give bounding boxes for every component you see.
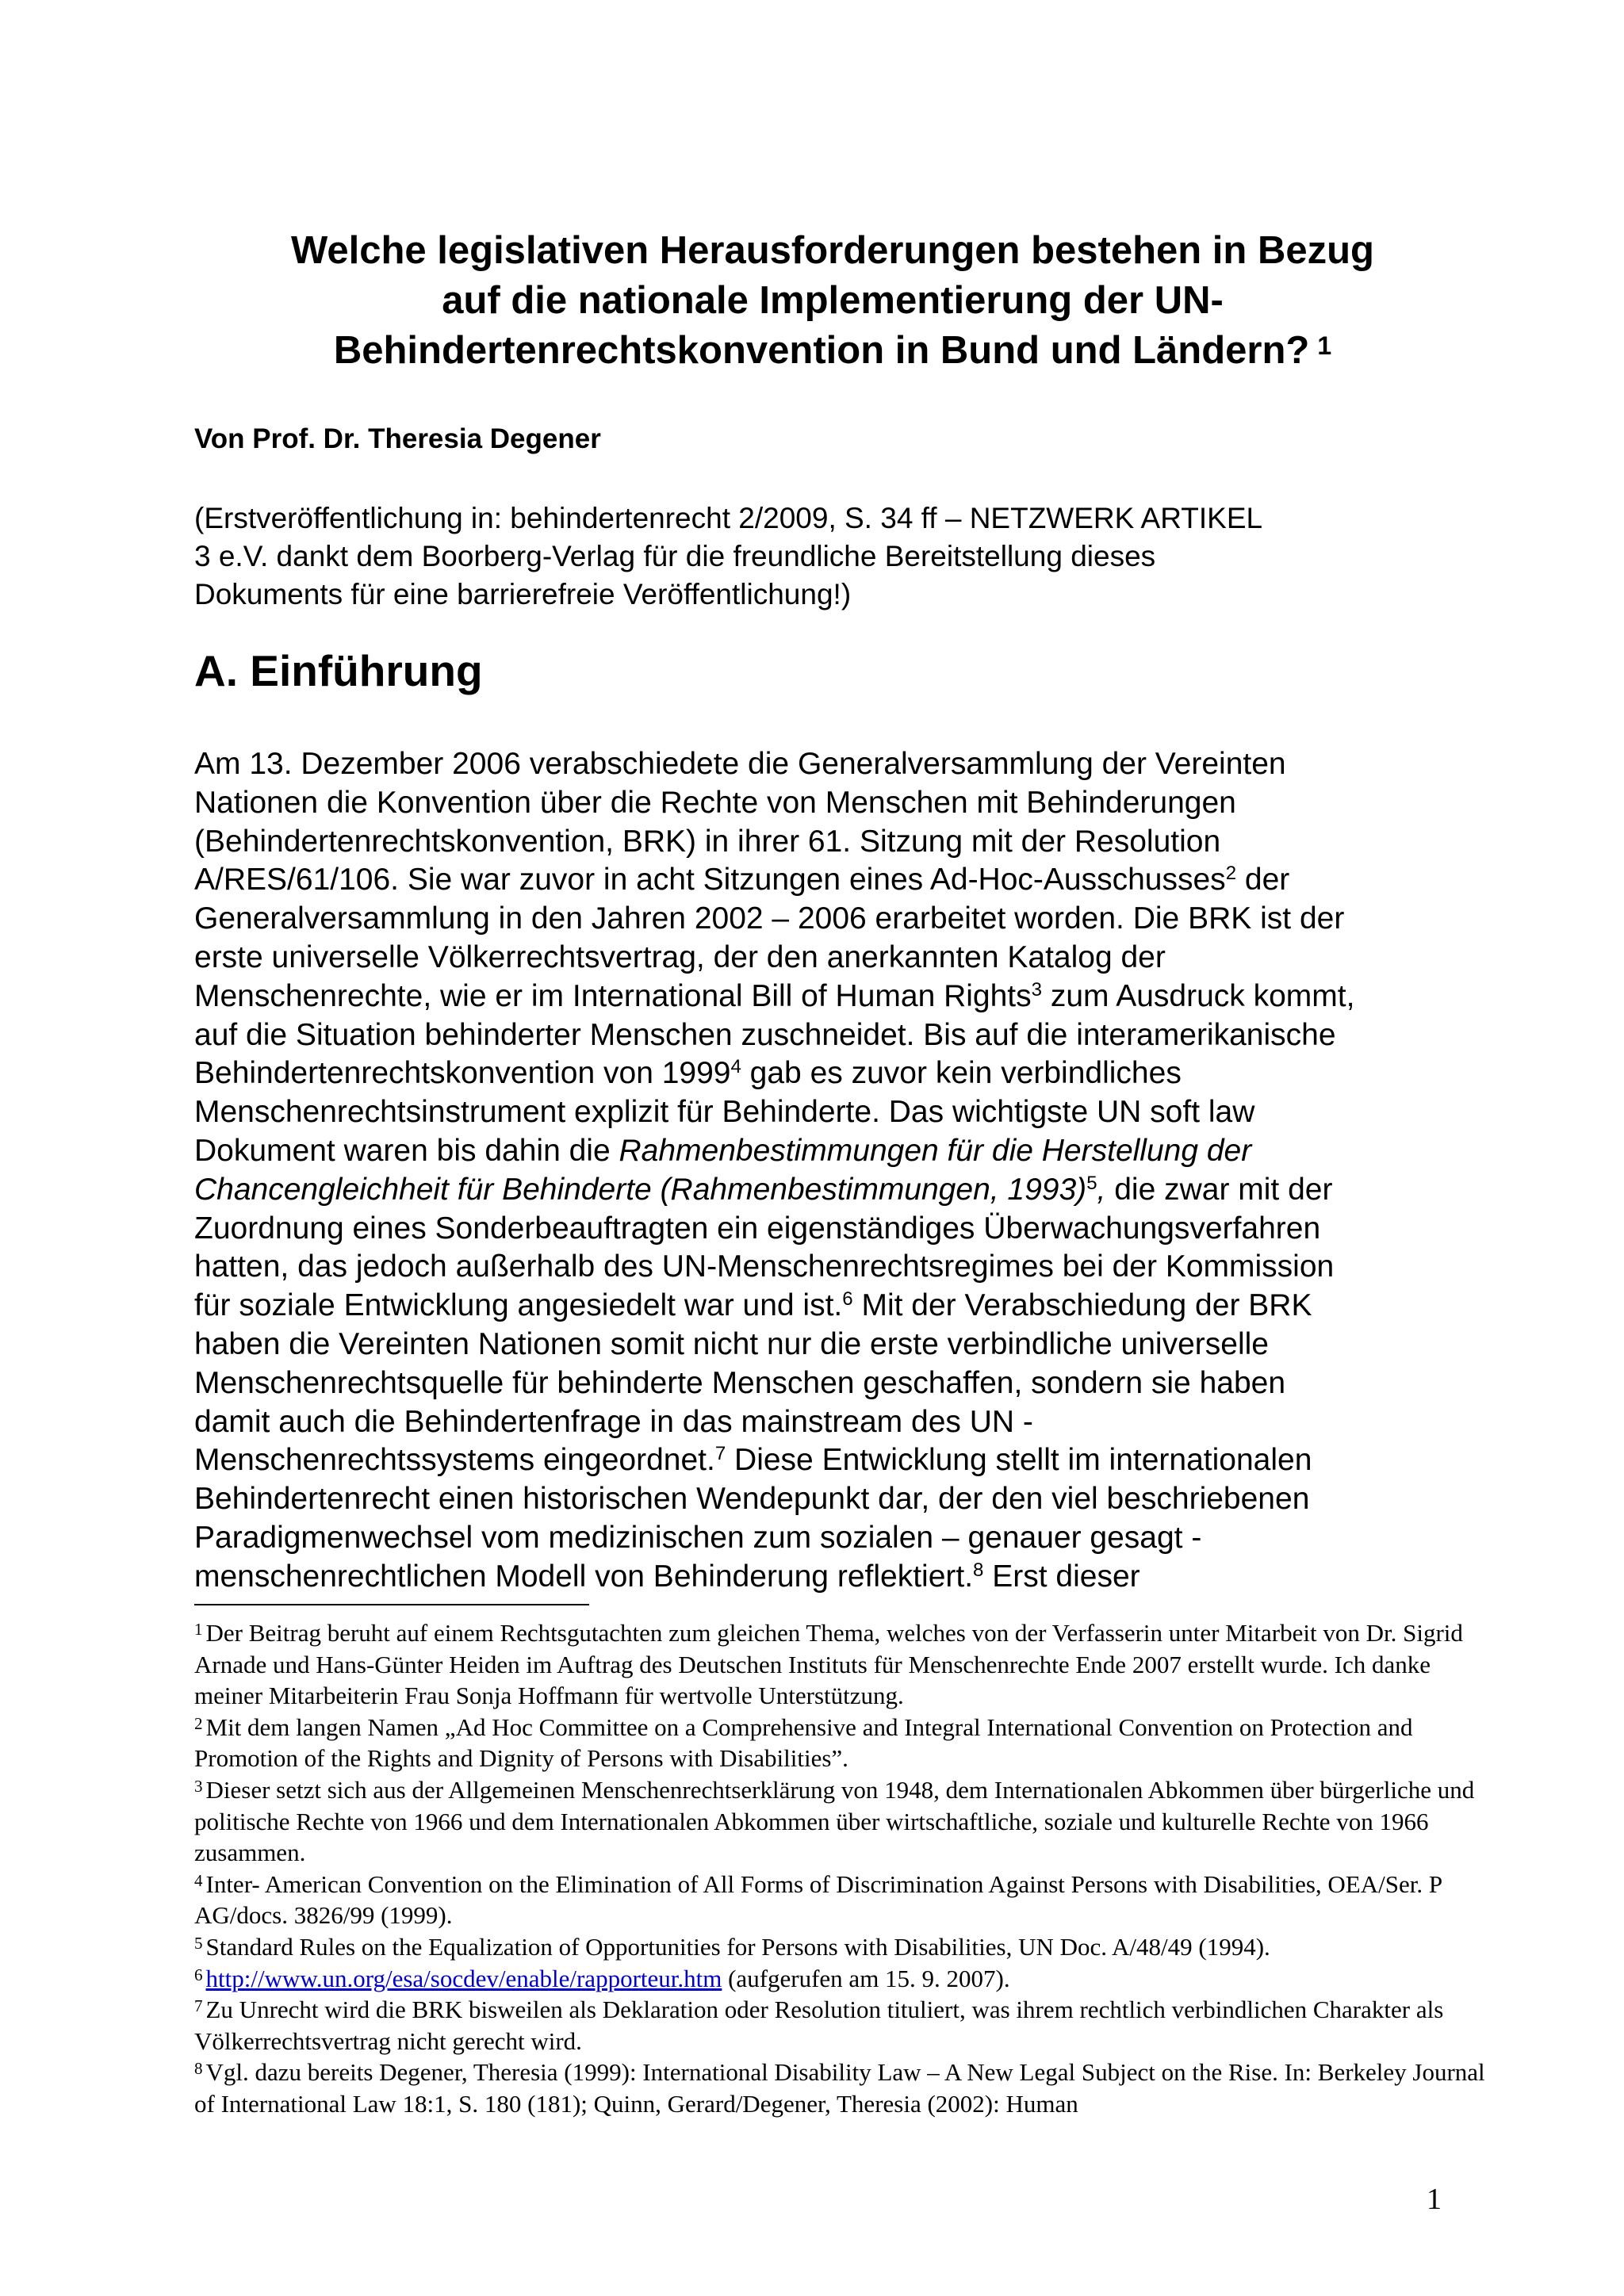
footnote-number: 6 [194, 1965, 203, 1984]
italic-title-text: Chancengleichheit für Behinderte (Rahmenbestimmungen, 1993) [194, 1172, 1087, 1207]
title-footnote-ref[interactable]: 1 [1317, 331, 1332, 360]
publication-note-line: (Erstveröffentlichung in: behindertenrecht 2/2009, S. 34 ff – NETZWERK ARTIKEL [194, 502, 1263, 534]
footnote-ref-7[interactable]: 7 [714, 1443, 726, 1465]
footnote-number: 4 [194, 1870, 203, 1890]
body-text: Mit der Verabschiedung der BRK [852, 1288, 1312, 1323]
footnote-ref-5[interactable]: 5 [1086, 1172, 1097, 1194]
body-line: Generalversammlung in den Jahren 2002 – 2006 erarbeitet worden. Die BRK ist der [194, 901, 1345, 936]
title-line: Welche legislativen Herausforderungen bestehen in Bezug [291, 229, 1374, 272]
footnote-5 [194, 1931, 1495, 1963]
body-text: Behindertenrechtskonvention von 1999 [194, 1056, 731, 1091]
footnote-separator [194, 1604, 589, 1605]
footnote-number: 3 [194, 1776, 203, 1796]
body-line [194, 1441, 1479, 1480]
footnotes-section [194, 1617, 1495, 2120]
body-line [194, 1171, 1479, 1210]
footnote-number: 1 [194, 1620, 203, 1639]
body-text: menschenrechtlichen Modell von Behinderung reflektiert. [194, 1559, 974, 1594]
section-heading: A. Einführung [194, 646, 483, 695]
body-line [194, 1132, 1479, 1171]
body-line [194, 1054, 1479, 1093]
footnote-text: Inter- American Convention on the Elimination of All Forms of Discrimination Against Persons with Disabilities, OEA/Ser. P AG/docs. 3826/99 (1999). [194, 1869, 1442, 1930]
body-line: Menschenrechtsinstrument explizit für Behinderte. Das wichtigste UN soft law [194, 1095, 1255, 1130]
author-line: Von Prof. Dr. Theresia Degener [194, 423, 601, 454]
document-title [182, 226, 1483, 376]
title-line [182, 326, 1483, 376]
body-text: Diese Entwicklung stellt im internationalen [726, 1443, 1312, 1478]
body-line: Menschenrechtsquelle für behinderte Menschen geschaffen, sondern sie haben [194, 1365, 1286, 1400]
body-text: für soziale Entwicklung angesiedelt war und ist. [194, 1288, 843, 1323]
body-text: Menschenrechte, wie er im International Bill of Human Rights [194, 978, 1032, 1013]
footnote-2 [194, 1712, 1495, 1774]
footnote-ref-4[interactable]: 4 [730, 1056, 741, 1078]
footnote-text: Mit dem langen Namen „Ad Hoc Committee on a Comprehensive and Integral International Convention on Protection and Promotion of the Rights and Dignity of Persons with Disabilities”. [194, 1712, 1413, 1773]
body-line: damit auch die Behindertenfrage in das mainstream des UN - [194, 1404, 1033, 1439]
footnote-text: Vgl. dazu bereits Degener, Theresia (1999): International Disability Law – A New Legal Subject on the Rise. In: Berkeley Journal of International Law 18:1, S. 180 (181); Quinn, Gerard/Degener, Theresia (2002): Human [194, 2058, 1485, 2118]
body-line [194, 1558, 1479, 1597]
body-line: hatten, das jedoch außerhalb des UN-Menschenrechtsregimes bei der Kommission [194, 1249, 1335, 1284]
body-line: Paradigmenwechsel vom medizinischen zum sozialen – genauer gesagt - [194, 1520, 1202, 1555]
title-line-text: Behindertenrechtskonvention in Bund und Ländern? [333, 329, 1310, 372]
page-number: 1 [1427, 2183, 1442, 2216]
publication-note-line: 3 e.V. dankt dem Boorberg-Verlag für die freundliche Bereitstellung dieses [194, 540, 1156, 572]
body-line: Nationen die Konvention über die Rechte von Menschen mit Behinderungen [194, 785, 1236, 820]
italic-comma: , [1097, 1172, 1106, 1207]
footnote-text: Dieser setzt sich aus der Allgemeinen Menschenrechtserklärung von 1948, dem Internationalen Abkommen über bürgerliche und politische Rechte von 1966 und dem Internationalen Abkommen über wirtschaftliche, soziale und kulturelle Rechte von 1966 zusammen. [194, 1775, 1475, 1867]
body-line: erste universelle Völkerrechtsvertrag, der den anerkannten Katalog der [194, 939, 1166, 974]
footnote-number: 5 [194, 1933, 203, 1953]
footnote-ref-8[interactable]: 8 [973, 1559, 984, 1581]
footnote-7 [194, 1994, 1495, 2057]
publication-note [194, 499, 1479, 614]
body-line: auf die Situation behinderter Menschen zuschneidet. Bis auf die interamerikanische [194, 1017, 1336, 1052]
body-text: der [1236, 863, 1290, 897]
footnote-number: 2 [194, 1713, 203, 1733]
body-line: Behindertenrecht einen historischen Wendepunkt dar, der den viel beschriebenen [194, 1482, 1310, 1517]
footnote-text: Standard Rules on the Equalization of Opportunities for Persons with Disabilities, UN Doc. A/48/49 (1994). [205, 1932, 1270, 1961]
body-text: Erst dieser [983, 1559, 1140, 1594]
footnote-8 [194, 2057, 1495, 2119]
title-line: auf die nationale Implementierung der UN- [442, 279, 1224, 322]
body-line: Am 13. Dezember 2006 verabschiedete die Generalversammlung der Vereinten [194, 747, 1286, 781]
body-text: Menschenrechtssystems eingeordnet. [194, 1443, 715, 1478]
footnote-text: (aufgerufen am 15. 9. 2007). [722, 1964, 1010, 1992]
publication-note-line: Dokuments für eine barrierefreie Veröffentlichung!) [194, 578, 852, 610]
footnote-text: Der Beitrag beruht auf einem Rechtsgutachten zum gleichen Thema, welches von der Verfasserin unter Mitarbeit von Dr. Sigrid Arnade und Hans-Günter Heiden im Auftrag des Deutschen Instituts für Menschenrechte Ende 2007 erstellt wurde. Ich danke meiner Mitarbeiterin Frau Sonja Hoffmann für wertvolle Unterstützung. [194, 1619, 1463, 1710]
body-line: Zuordnung eines Sonderbeauftragten ein eigenständiges Überwachungsverfahren [194, 1211, 1321, 1246]
body-line [194, 978, 1479, 1016]
footnote-ref-2[interactable]: 2 [1225, 863, 1237, 885]
body-paragraph [194, 745, 1479, 1597]
footnote-number: 8 [194, 2059, 203, 2079]
footnote-text: Zu Unrecht wird die BRK bisweilen als Deklaration oder Resolution tituliert, was ihrem rechtlich verbindlichen Charakter als Völkerrechtsvertrag nicht gerecht wird. [194, 1996, 1444, 2055]
footnote-6 [194, 1963, 1495, 1995]
footnote-ref-3[interactable]: 3 [1031, 978, 1043, 1001]
body-text: zum Ausdruck kommt, [1042, 978, 1355, 1013]
body-text: gab es zuvor kein verbindliches [741, 1056, 1182, 1091]
body-text: die zwar mit der [1105, 1172, 1333, 1207]
body-line [194, 861, 1479, 900]
footnote-1 [194, 1617, 1495, 1712]
body-line: haben die Vereinten Nationen somit nicht nur die erste verbindliche universelle [194, 1326, 1269, 1361]
body-line [194, 1287, 1479, 1326]
footnote-3 [194, 1774, 1495, 1869]
body-text: A/RES/61/106. Sie war zuvor in acht Sitzungen eines Ad-Hoc-Ausschusses [194, 863, 1226, 897]
body-line: (Behindertenrechtskonvention, BRK) in ihrer 61. Sitzung mit der Resolution [194, 824, 1221, 859]
footnote-number: 7 [194, 1996, 203, 2016]
body-text: Dokument waren bis dahin die [194, 1133, 619, 1168]
footnote-4 [194, 1869, 1495, 1931]
italic-title-text: Rahmenbestimmungen für die Herstellung der [619, 1133, 1252, 1168]
footnote-ref-6[interactable]: 6 [842, 1288, 853, 1311]
footnote-link[interactable]: http://www.un.org/esa/socdev/enable/rapporteur.htm [205, 1964, 722, 1992]
